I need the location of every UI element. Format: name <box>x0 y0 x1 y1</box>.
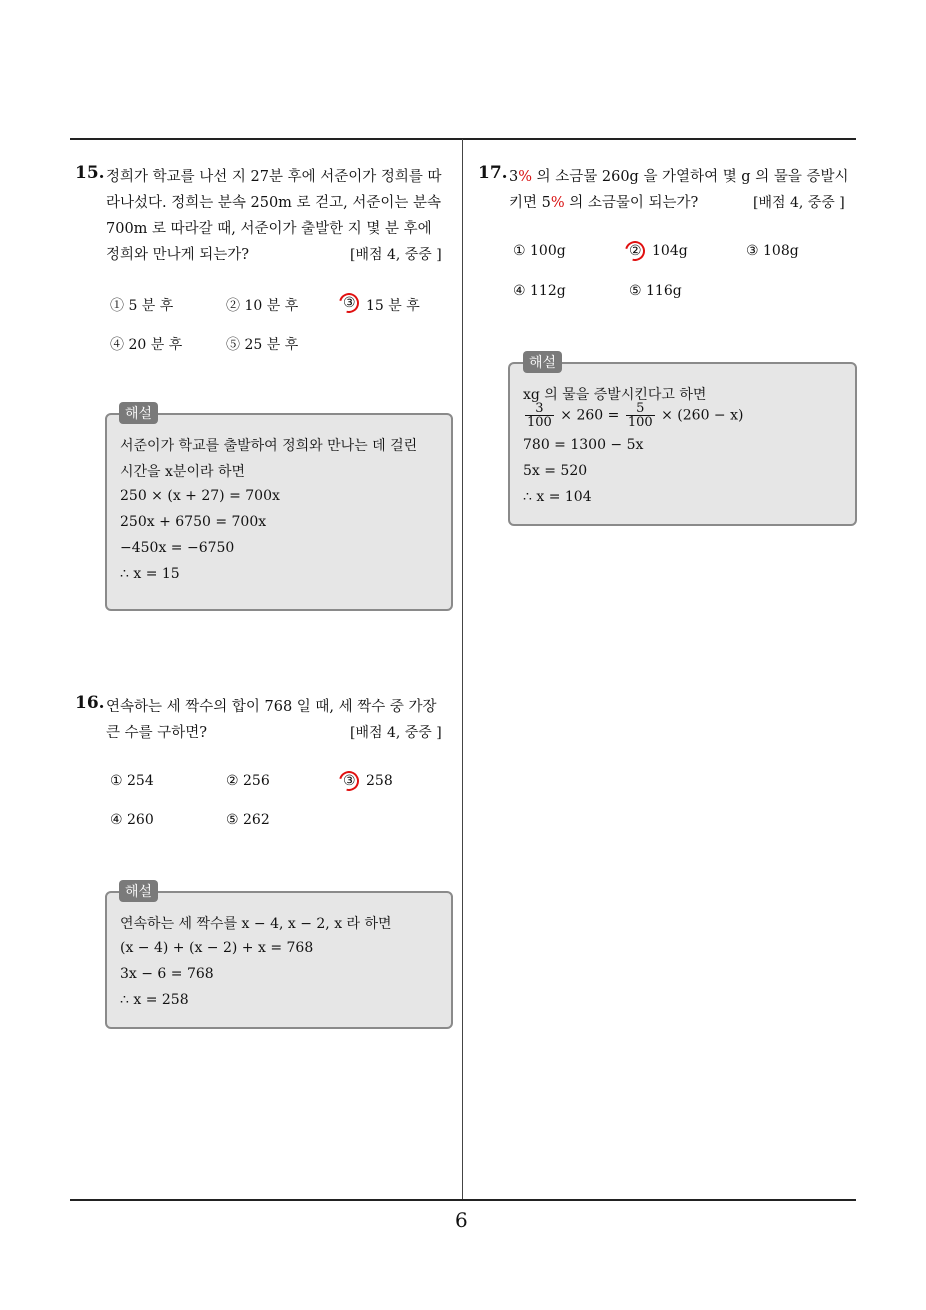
solution-line: 250 × (x + 27) = 700x <box>120 488 280 504</box>
solution-tag: 해설 <box>119 880 158 902</box>
question-text-line: 정희와 만나게 되는가? <box>106 247 250 263</box>
text-segment: 의 소금물 260g 을 가열하여 몇 g 의 물을 증발시 <box>532 169 849 185</box>
question-number: 17. <box>478 163 508 183</box>
fraction <box>525 402 554 429</box>
solution-line: −450x = −6750 <box>120 540 235 556</box>
choice-2[interactable]: ② 10 분 후 <box>226 298 299 314</box>
bottom-rule <box>70 1199 856 1201</box>
choice-2[interactable]: ② 256 <box>226 773 270 789</box>
solution-line: ∴ x = 258 <box>120 992 189 1008</box>
fraction <box>626 402 655 429</box>
choice-3-marker[interactable]: ③ <box>343 295 356 311</box>
numerator: 5 <box>626 402 655 416</box>
denominator: 100 <box>627 415 653 430</box>
column-divider <box>462 139 463 1201</box>
score-difficulty: [배점 4, 중중 ] <box>350 247 442 263</box>
solution-line: 5x = 520 <box>523 463 588 479</box>
solution-line: 서준이가 학교를 출발하여 정희와 만나는 데 걸린 <box>120 438 418 454</box>
choice-5[interactable]: ⑤ 25 분 후 <box>226 337 299 353</box>
score-difficulty: [배점 4, 중중 ] <box>350 725 442 741</box>
solution-line: (x − 4) + (x − 2) + x = 768 <box>120 940 314 956</box>
question-text-line: 라나섰다. 정희는 분속 250m 로 걷고, 서준이는 분속 <box>106 195 442 211</box>
choice-1[interactable]: ① 100g <box>513 243 566 259</box>
question-text-line: 정희가 학교를 나선 지 27분 후에 서준이가 정희를 따 <box>106 169 442 185</box>
choice-3[interactable]: 258 <box>366 773 393 789</box>
solution-line: 780 = 1300 − 5x <box>523 437 644 453</box>
choice-2[interactable]: 104g <box>652 243 688 259</box>
text-segment: 3 <box>509 169 519 185</box>
solution-tag: 해설 <box>119 402 158 424</box>
page-number: 6 <box>455 1208 468 1232</box>
question-number: 16. <box>75 693 105 713</box>
text-segment: 키면 5 <box>509 195 551 211</box>
solution-line: ∴ x = 15 <box>120 566 180 582</box>
text-segment: × 260 = <box>560 407 620 424</box>
choice-4[interactable]: ④ 20 분 후 <box>110 337 183 353</box>
question-text-line: 큰 수를 구하면? <box>106 725 208 741</box>
denominator: 100 <box>527 415 552 430</box>
solution-line: 250x + 6750 = 700x <box>120 514 267 530</box>
choice-2-marker[interactable]: ② <box>629 243 642 259</box>
text-segment: × (260 − x) <box>661 407 744 424</box>
question-text-line: 연속하는 세 짝수의 합이 768 일 때, 세 짝수 중 가장 <box>106 699 437 715</box>
solution-line: ∴ x = 104 <box>523 489 592 505</box>
solution-box <box>105 891 453 1029</box>
choice-4[interactable]: ④ 112g <box>513 283 566 299</box>
solution-line: 연속하는 세 짝수를 x − 4, x − 2, x 라 하면 <box>120 916 392 932</box>
choice-1[interactable]: ① 5 분 후 <box>110 298 174 314</box>
solution-line: 시간을 x분이라 하면 <box>120 464 245 480</box>
solution-tag: 해설 <box>523 351 562 373</box>
choice-3[interactable]: 15 분 후 <box>366 298 420 314</box>
question-text-line: 700m 로 따라갈 때, 서준이가 출발한 지 몇 분 후에 <box>106 221 432 237</box>
choice-3-marker[interactable]: ③ <box>343 773 356 789</box>
question-text-line <box>509 191 698 212</box>
question-number: 15. <box>75 163 105 183</box>
solution-equation <box>523 402 743 429</box>
choice-4[interactable]: ④ 260 <box>110 812 154 828</box>
text-segment: 의 소금물이 되는가? <box>564 195 699 211</box>
solution-line: 3x − 6 = 768 <box>120 966 214 982</box>
choice-1[interactable]: ① 254 <box>110 773 154 789</box>
choice-5[interactable]: ⑤ 262 <box>226 812 270 828</box>
numerator: 3 <box>525 402 554 416</box>
choice-5[interactable]: ⑤ 116g <box>629 283 682 299</box>
percent-sign: % <box>518 169 533 185</box>
score-difficulty: [배점 4, 중중 ] <box>753 195 845 211</box>
choice-3[interactable]: ③ 108g <box>746 243 799 259</box>
percent-sign: % <box>550 195 565 211</box>
question-text-line <box>509 165 848 186</box>
solution-line: xg 의 물을 증발시킨다고 하면 <box>523 387 707 403</box>
top-rule <box>70 138 856 140</box>
